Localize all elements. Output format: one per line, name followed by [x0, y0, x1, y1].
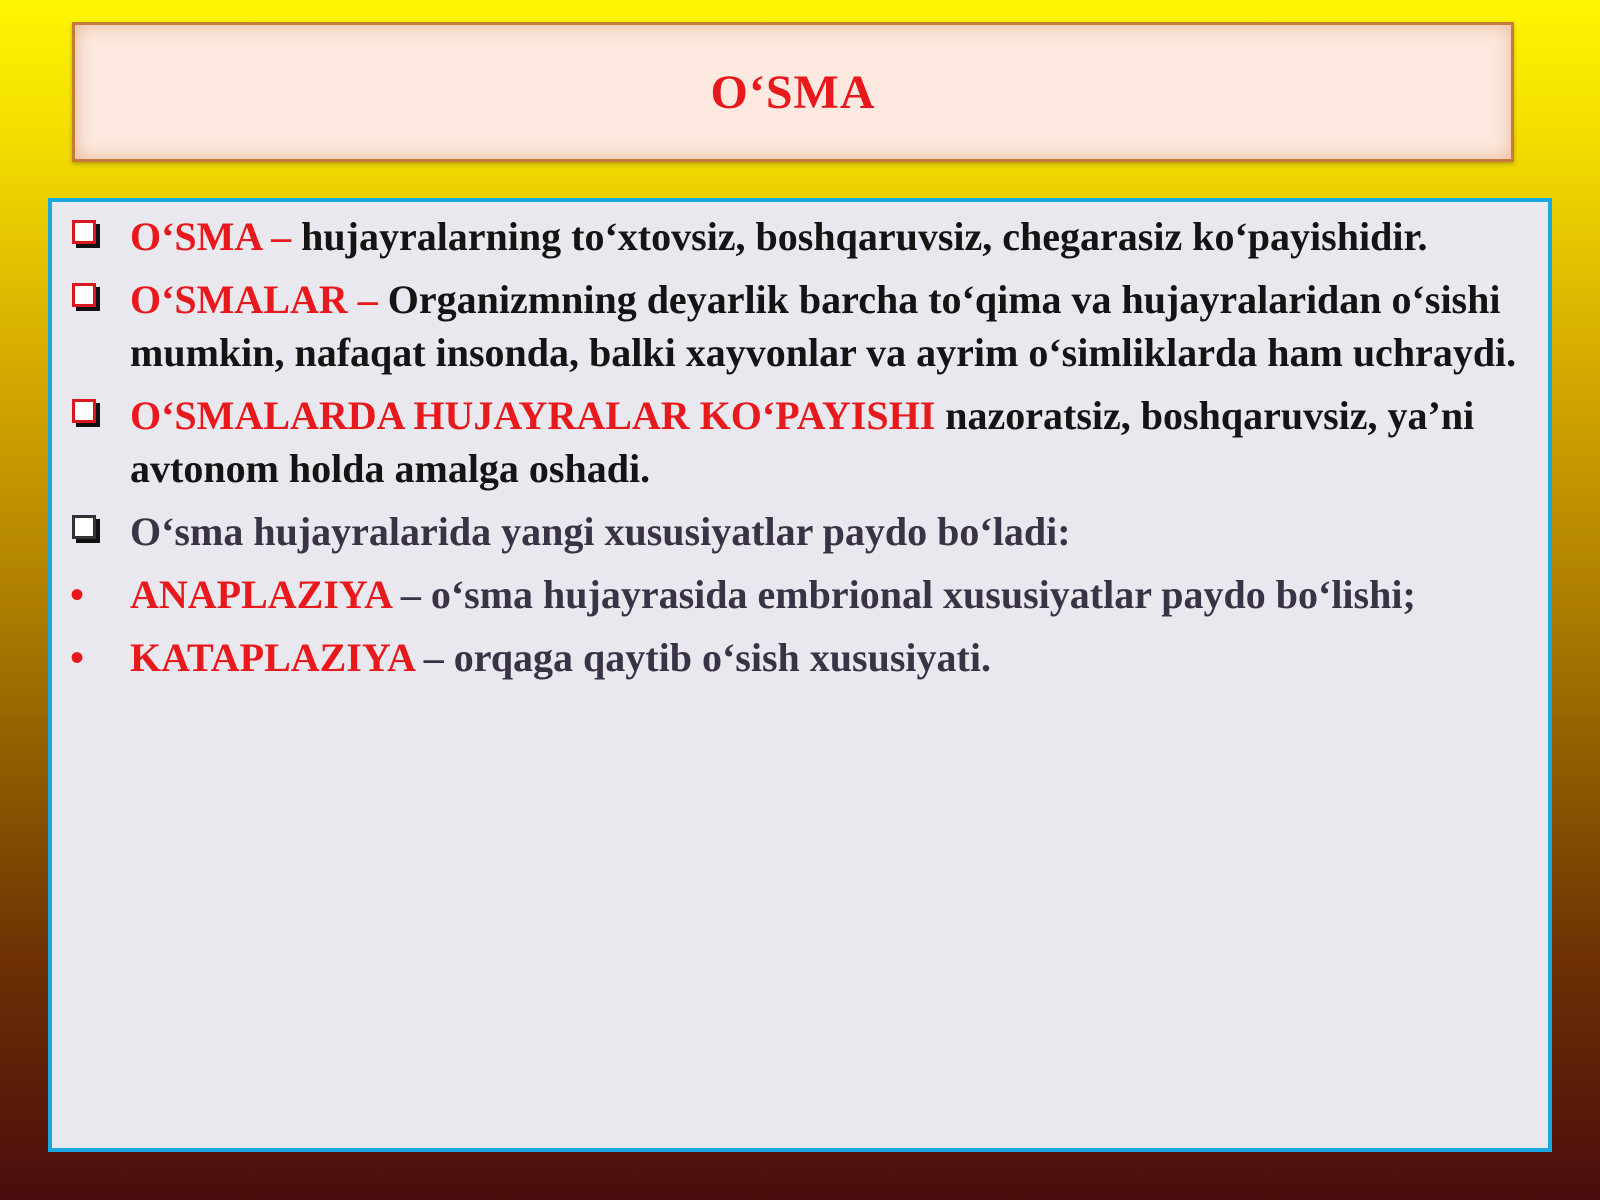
item-text: – o‘sma hujayrasida embrional xususiyatlar paydo bo‘lishi; — [390, 572, 1416, 617]
bullet-dot-icon: • — [70, 635, 85, 680]
bullet-list — [52, 210, 1548, 694]
item-term: O‘SMALAR – — [130, 277, 378, 322]
checkbox-bullet-icon — [72, 220, 96, 244]
checkbox-bullet-icon — [72, 283, 96, 307]
item-term: O‘SMALARDA HUJAYRALAR KO‘PAYISHI — [130, 393, 936, 438]
list-item — [52, 505, 1548, 558]
checkbox-bullet-icon — [72, 399, 96, 423]
list-item — [52, 568, 1548, 621]
item-term: O‘SMA – — [130, 214, 292, 259]
list-item — [52, 631, 1548, 684]
item-text: hujayralarning to‘xtovsiz, boshqaruvsiz, chegarasiz ko‘payishidir. — [291, 214, 1428, 259]
item-text: O‘sma hujayralarida yangi xususiyatlar paydo bo‘ladi: — [130, 509, 1071, 554]
list-item — [52, 273, 1548, 379]
item-text: nazoratsiz, boshqaruvsiz, ya’ni avtonom holda amalga oshadi. — [130, 393, 1475, 491]
list-item — [52, 389, 1548, 495]
slide-title: O‘SMA — [710, 65, 876, 119]
title-box — [72, 22, 1514, 162]
bullet-dot-icon: • — [70, 572, 85, 617]
item-text: Organizmning deyarlik barcha to‘qima va hujayralaridan o‘sishi mumkin, nafaqat insonda, balki xayvonlar va ayrim o‘simliklarda ham uchraydi. — [130, 277, 1517, 375]
list-item — [52, 210, 1548, 263]
item-term: KATAPLAZIYA — [130, 635, 414, 680]
content-box — [48, 198, 1552, 1152]
checkbox-bullet-icon — [72, 515, 96, 539]
item-text: – orqaga qaytib o‘sish xususiyati. — [413, 635, 991, 680]
item-term: ANAPLAZIYA — [130, 572, 391, 617]
